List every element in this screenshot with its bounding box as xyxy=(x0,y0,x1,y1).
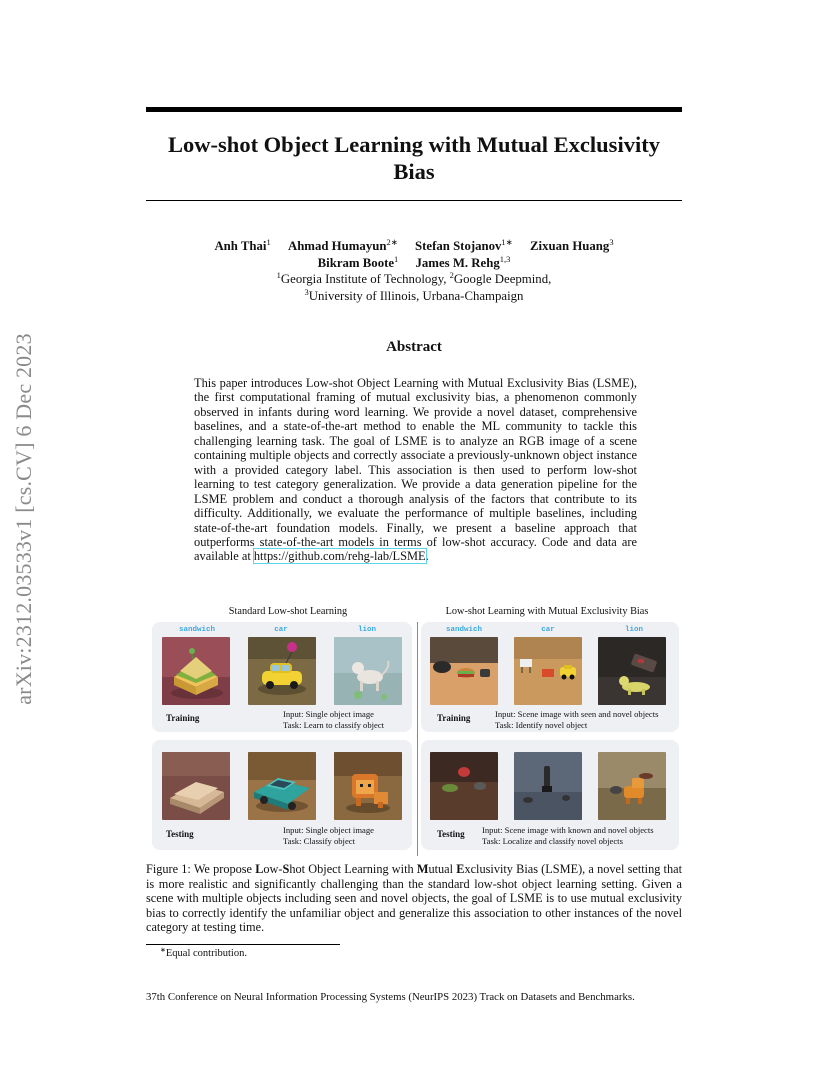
label-car: car xyxy=(274,626,288,634)
left-testing-task: Task: Classify object xyxy=(283,836,355,846)
lion-image xyxy=(334,637,402,705)
affiliation-line-1 xyxy=(146,271,682,288)
left-training-task: Task: Learn to classify object xyxy=(283,720,385,730)
left-training-input: Input: Single object image xyxy=(283,709,374,719)
author-sup: 1 xyxy=(394,253,399,264)
left-testing-label: Testing xyxy=(166,829,194,839)
author-sup: 1 xyxy=(266,237,271,247)
abstract-text: This paper introduces Low-shot Object Learning with Mutual Exclusivity Bias (LSME), the first computational framing of mutual exclusivity bias, a phenomenon commonly observed in infants during word learning. We provide a novel dataset, comprehensive baselines, and a state-of-the-art method to enable the ML community to tackle this challenging learning task. The goal of LSME is to analyze an RGB image of a scene containing multiple objects and correctly associate a previously-unknown object instance with a provided category label. This association is then used to perform low-shot learning to test category generalization. We provide a data generation pipeline for the LSME problem and conduct a thorough analysis of the factors that contribute to its difficulty. Additionally, we evaluate the performance of multiple baselines, including state-of-the-art foundation models. Finally, we present a baseline approach that outperforms state-of-the-art models in terms of low-shot accuracy. Code and data are available at xyxy=(194,376,637,564)
caption-bold: E xyxy=(456,862,465,876)
test-car-image xyxy=(248,752,316,820)
affiliation-sup: 2 xyxy=(449,270,454,280)
sandwich-image xyxy=(162,637,230,705)
right-training-task: Task: Identify novel object xyxy=(495,720,588,730)
arxiv-stamp xyxy=(4,288,44,750)
caption-bold: S xyxy=(282,862,290,876)
figure-right-title: Low-shot Learning with Mutual Exclusivity Bias xyxy=(445,606,649,617)
scene-car-image xyxy=(514,637,582,705)
code-link[interactable]: https://github.com/rehg-lab/LSME xyxy=(253,549,426,564)
label-sandwich: sandwich xyxy=(178,626,215,634)
caption-text: ow- xyxy=(263,862,283,876)
test-sandwich-image xyxy=(162,752,230,820)
test-scene-car-image xyxy=(514,752,582,820)
abstract-end: . xyxy=(425,549,429,564)
affiliation: Georgia Institute of Technology, xyxy=(280,272,450,286)
title-rule-bottom xyxy=(146,200,682,201)
test-lion-image xyxy=(334,752,402,820)
author-line-1 xyxy=(146,238,682,255)
right-testing-task: Task: Localize and classify novel objects xyxy=(482,836,623,846)
label-sandwich-mutual: sandwich xyxy=(445,626,482,634)
footnote-mark: ∗ xyxy=(160,946,166,954)
author-sup: 3 xyxy=(609,237,614,247)
title-rule-top xyxy=(146,107,682,112)
affiliation: Google Deepmind, xyxy=(453,272,552,286)
footnote-rule xyxy=(146,944,340,945)
right-training-desc xyxy=(495,709,658,731)
conference-note: 37th Conference on Neural Information Processing Systems (NeurIPS 2023) Track on Datasets and Benchmarks. xyxy=(146,991,635,1003)
author-sup: 1∗ xyxy=(501,237,513,247)
abstract-heading: Abstract xyxy=(386,339,442,355)
author-block xyxy=(146,238,682,304)
author-name: Bikram Boote xyxy=(317,255,395,270)
right-testing-input: Input: Scene image with known and novel objects xyxy=(482,825,654,835)
figure-divider xyxy=(417,622,418,856)
figure-caption xyxy=(146,862,682,935)
author-sup: 1,3 xyxy=(499,253,511,264)
right-testing-desc xyxy=(482,825,654,847)
affiliation-line-2 xyxy=(146,288,682,305)
footnote-text: Equal contribution. xyxy=(165,948,247,959)
left-testing-input: Input: Single object image xyxy=(283,825,374,835)
affiliation: University of Illinois, Urbana-Champaign xyxy=(308,288,524,303)
car-image xyxy=(248,637,316,705)
caption-bold: M xyxy=(416,862,429,876)
author-name: James M. Rehg xyxy=(415,255,500,270)
right-training-input: Input: Scene image with seen and novel objects xyxy=(495,709,659,719)
author-name: Zixuan Huang xyxy=(530,239,610,253)
arxiv-id: arXiv:2312.03533v1 [cs.CV] 6 Dec 2023 xyxy=(11,333,36,705)
author-name: Ahmad Humayun xyxy=(287,239,387,253)
right-training-label: Training xyxy=(437,713,471,723)
caption-text: hot Object Learning with xyxy=(289,862,417,876)
footnote xyxy=(160,948,247,959)
scene-lion-image xyxy=(598,637,666,705)
author-sup: 2∗ xyxy=(386,237,398,247)
left-testing-desc xyxy=(283,825,374,847)
label-car-mutual: car xyxy=(541,626,555,634)
right-testing-label: Testing xyxy=(437,829,465,839)
figure-left-title: Standard Low-shot Learning xyxy=(228,606,348,617)
affiliation-sup: 3 xyxy=(304,286,309,297)
scene-sandwich-image xyxy=(430,637,498,705)
left-training-label: Training xyxy=(166,713,200,723)
author-line-2 xyxy=(146,255,682,272)
caption-bold: L xyxy=(255,862,264,876)
test-scene-lion-image xyxy=(598,752,666,820)
label-lion-mutual: lion xyxy=(624,626,643,634)
label-lion: lion xyxy=(357,626,376,634)
left-training-desc xyxy=(283,709,384,731)
author-name: Stefan Stojanov xyxy=(415,239,502,253)
test-scene-sandwich-image xyxy=(430,752,498,820)
affiliation-sup: 1 xyxy=(276,270,281,280)
caption-text: xclusivity Bias (LSME), a novel setting that is more realistic and significantly challenging than the standard low-shot object learning setting. Given a scene with multiple objects including seen and novel objects, the goal of LSME is to use mutual exclusivity bias to correctly identify the unfamiliar object and generalize this association to other instances of the novel category at testing time. xyxy=(146,862,682,934)
author-name: Anh Thai xyxy=(214,239,267,253)
caption-text: Figure 1: We propose xyxy=(146,862,256,876)
caption-text: utual xyxy=(428,862,457,876)
abstract-body xyxy=(194,376,637,564)
paper-title: Low-shot Object Learning with Mutual Exclusivity Bias xyxy=(168,132,660,184)
